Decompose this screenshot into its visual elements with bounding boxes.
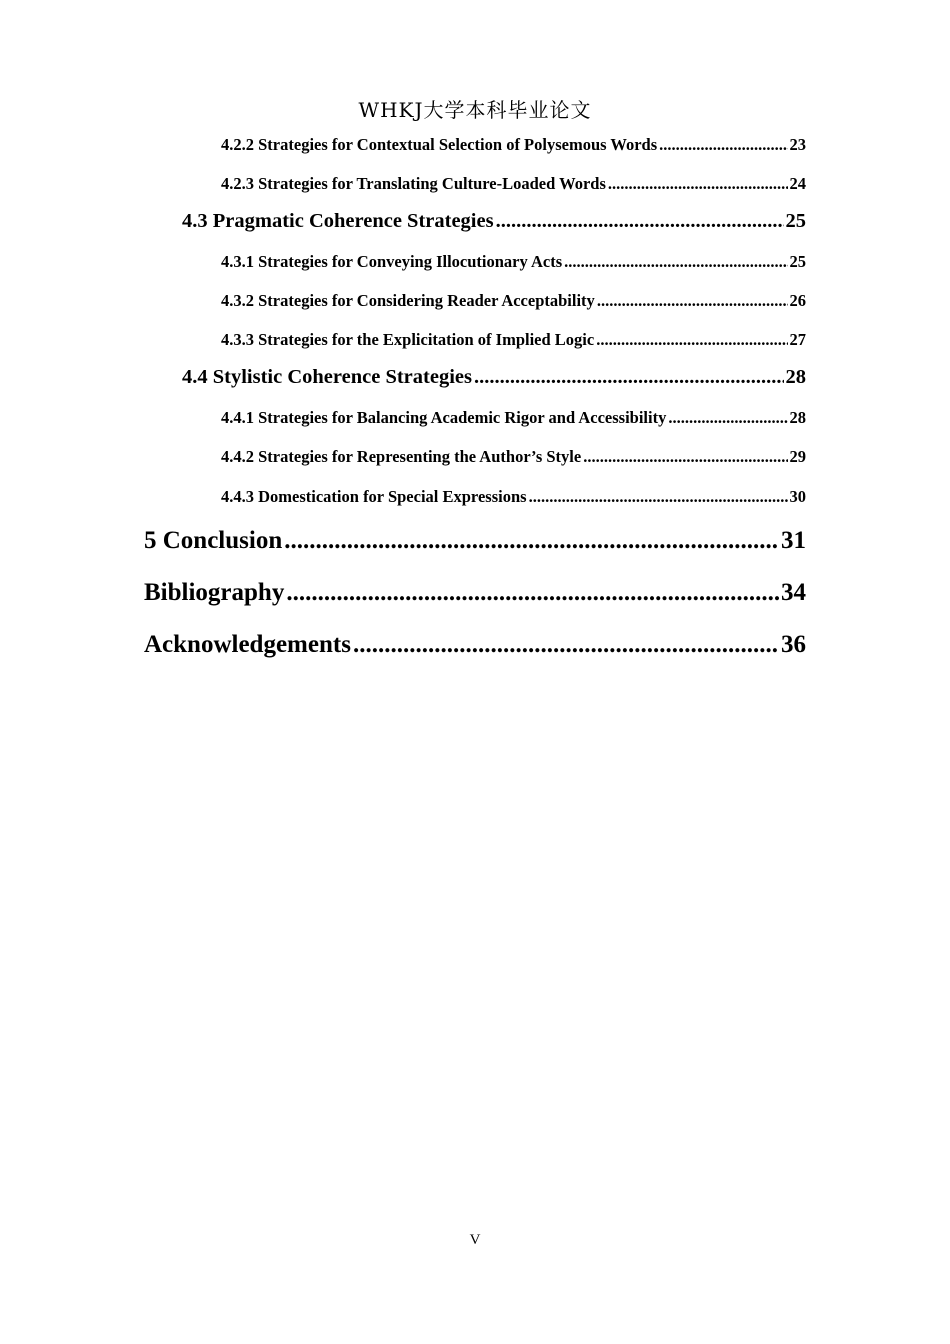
toc-entry-4-4-3[interactable] (221, 487, 806, 507)
toc-entry-number: 4.2.2 (221, 135, 254, 154)
dot-leader (496, 210, 784, 233)
toc-entry-title: Domestication for Special Expressions (258, 487, 527, 506)
toc-entry-4-3-2[interactable] (221, 291, 806, 311)
toc-entry-title: Strategies for Contextual Selection of Polysemous Words (258, 135, 658, 154)
toc-entry-page: 28 (789, 408, 806, 427)
page-number: V (469, 1232, 481, 1248)
toc-entry-4-4[interactable] (182, 366, 806, 389)
toc-entry-title: Strategies for Balancing Academic Rigor and Accessibility (258, 408, 667, 427)
toc-entry-4-4-2[interactable] (221, 447, 806, 467)
dot-leader (286, 579, 779, 607)
toc-entry-number: 4.2.3 (221, 174, 254, 193)
dot-leader (597, 291, 788, 311)
toc-entry-page: 26 (789, 291, 806, 310)
toc-entry-number: 4.4 (182, 366, 208, 388)
toc-entry-number: 4.4.2 (221, 447, 254, 466)
toc-entry-title: Acknowledgements (144, 631, 351, 658)
toc-entry-title: Strategies for the Explicitation of Implied Logic (258, 330, 595, 349)
dot-leader (668, 408, 787, 428)
toc-entry-number: 4.3.1 (221, 252, 254, 271)
toc-entry-number: 4.3 (182, 210, 208, 232)
dot-leader (474, 366, 784, 389)
toc-entry-title: Strategies for Translating Culture-Loaded Words (258, 174, 606, 193)
toc-entry-number: 4.4.3 (221, 487, 254, 506)
toc-entry-page: 23 (789, 135, 806, 154)
toc-entry-page: 30 (789, 487, 806, 506)
toc-entry-number: 4.3.2 (221, 291, 254, 310)
dot-leader (564, 252, 787, 272)
toc-entry-page: 29 (789, 447, 806, 466)
dot-leader (529, 487, 788, 507)
toc-entry-bibliography[interactable] (144, 579, 806, 607)
toc-entry-page: 28 (785, 366, 806, 388)
toc-entry-number: 4.3.3 (221, 330, 254, 349)
toc-entry-title: Strategies for Conveying Illocutionary Acts (258, 252, 563, 271)
toc-entry-4-2-2[interactable] (221, 135, 806, 155)
dot-leader (583, 447, 787, 467)
dot-leader (284, 527, 779, 555)
toc-entry-page: 27 (789, 330, 806, 349)
toc-entry-number: 5 (144, 527, 157, 554)
running-header: WHKJ大学本科毕业论文 (358, 98, 592, 122)
toc-entry-title: Stylistic Coherence Strategies (212, 366, 472, 388)
dot-leader (659, 135, 787, 155)
toc-entry-page: 25 (789, 252, 806, 271)
dot-leader (353, 631, 779, 659)
dot-leader (596, 330, 787, 350)
toc-entry-number: 4.4.1 (221, 408, 254, 427)
toc-entry-page: 25 (785, 210, 806, 232)
toc-entry-4-4-1[interactable] (221, 408, 806, 428)
toc-entry-acknowledgements[interactable] (144, 631, 806, 659)
toc-entry-4-3-3[interactable] (221, 330, 806, 350)
toc-entry-title: Strategies for Considering Reader Acceptability (258, 291, 595, 310)
toc-entry-5[interactable] (144, 527, 806, 555)
toc-entry-title: Bibliography (144, 579, 285, 606)
toc-entry-page: 34 (781, 579, 806, 606)
toc-entry-4-2-3[interactable] (221, 174, 806, 194)
toc-entry-4-3-1[interactable] (221, 252, 806, 272)
toc-entry-title: Strategies for Representing the Author’s Style (258, 447, 582, 466)
toc-entry-page: 36 (781, 631, 806, 658)
toc-entry-page: 24 (789, 174, 806, 193)
toc-entry-title: Conclusion (162, 527, 283, 554)
toc-entry-title: Pragmatic Coherence Strategies (212, 210, 494, 232)
toc-entry-4-3[interactable] (182, 210, 806, 233)
dot-leader (608, 174, 788, 194)
toc-entry-page: 31 (781, 527, 806, 554)
